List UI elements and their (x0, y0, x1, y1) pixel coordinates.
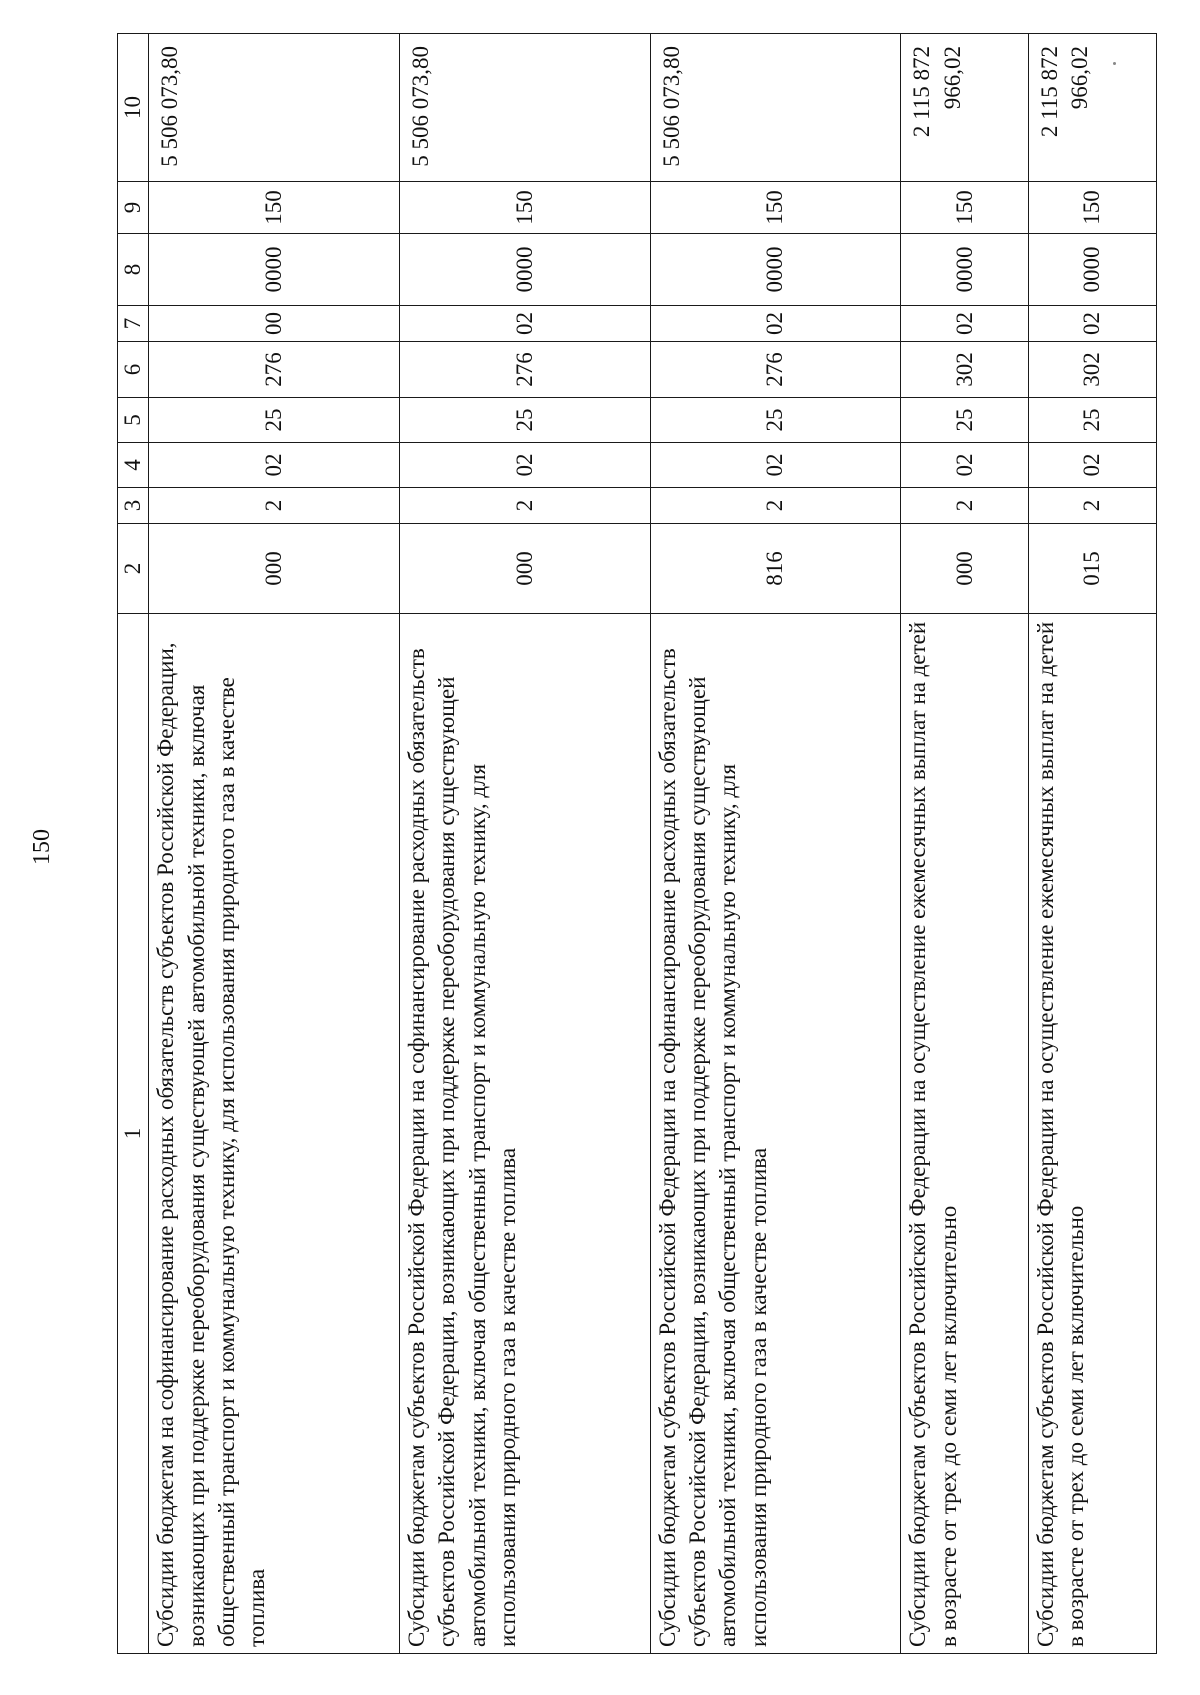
admin-code-cell: 000 (399, 524, 650, 614)
code-cell: 276 (650, 342, 901, 398)
code-cell: 2 (1029, 488, 1157, 524)
code-cell: 0000 (901, 234, 1029, 306)
column-header: 10 (118, 34, 149, 182)
row-description: Субсидии бюджетам субъектов Российской Федерации на софинансирование расходных обязательств субъектов Российской Федерации, возникающих при поддержке переоборудования существующей автомобильной техники, включая общественный транспорт и коммунальную технику, для использования природного газа в качестве топлива (399, 614, 650, 1654)
code-cell: 2 (149, 488, 400, 524)
code-cell: 150 (650, 182, 901, 234)
admin-code-cell: 015 (1029, 524, 1157, 614)
admin-code-cell: 000 (901, 524, 1029, 614)
column-header: 2 (118, 524, 149, 614)
table-row (149, 34, 400, 1654)
column-header: 4 (118, 443, 149, 488)
code-cell: 25 (399, 398, 650, 443)
code-cell: 0000 (149, 234, 400, 306)
code-cell: 02 (1029, 306, 1157, 342)
code-cell: 25 (149, 398, 400, 443)
row-description: Субсидии бюджетам субъектов Российской Федерации на осуществление ежемесячных выплат на детей в возрасте от трех до семи лет включительно (1029, 614, 1157, 1654)
code-cell: 150 (1029, 182, 1157, 234)
amount-cell: 5 506 073,80 (650, 34, 901, 182)
row-description: Субсидии бюджетам на софинансирование расходных обязательств субъектов Российской Федерации, возникающих при поддержке переоборудования существующей автомобильной техники, включая общественный транспорт и коммунальную технику, для использования природного газа в качестве топлива (149, 614, 400, 1654)
table-header-row (118, 34, 149, 1654)
column-header: 8 (118, 234, 149, 306)
code-cell: 02 (901, 306, 1029, 342)
code-cell: 02 (1029, 443, 1157, 488)
budget-revenue-table (117, 33, 1157, 1654)
code-cell: 276 (399, 342, 650, 398)
amount-cell: 5 506 073,80 (149, 34, 400, 182)
row-description: Субсидии бюджетам субъектов Российской Федерации на осуществление ежемесячных выплат на детей в возрасте от трех до семи лет включительно (901, 614, 1029, 1654)
amount-cell: 2 115 872 966,02 (1029, 34, 1157, 182)
code-cell: 02 (901, 443, 1029, 488)
page-number: 150 (29, 829, 55, 865)
code-cell: 2 (399, 488, 650, 524)
code-cell: 0000 (399, 234, 650, 306)
row-description: Субсидии бюджетам субъектов Российской Федерации на софинансирование расходных обязательств субъектов Российской Федерации, возникающих при поддержке переоборудования существующей автомобильной техники, включая общественный транспорт и коммунальную технику, для использования природного газа в качестве топлива (650, 614, 901, 1654)
table-row (1029, 34, 1157, 1654)
admin-code-cell: 816 (650, 524, 901, 614)
amount-cell: 2 115 872 966,02 (901, 34, 1029, 182)
column-header: 6 (118, 342, 149, 398)
code-cell: 25 (1029, 398, 1157, 443)
column-header: 7 (118, 306, 149, 342)
table-row (399, 34, 650, 1654)
code-cell: 150 (399, 182, 650, 234)
code-cell: 150 (149, 182, 400, 234)
code-cell: 02 (650, 306, 901, 342)
code-cell: 02 (399, 443, 650, 488)
code-cell: 25 (650, 398, 901, 443)
amount-cell: 5 506 073,80 (399, 34, 650, 182)
table-row (650, 34, 901, 1654)
code-cell: 25 (901, 398, 1029, 443)
code-cell: 02 (650, 443, 901, 488)
code-cell: 276 (149, 342, 400, 398)
code-cell: 00 (149, 306, 400, 342)
code-cell: 302 (1029, 342, 1157, 398)
rotated-table-container (117, 34, 1157, 1654)
column-header: 9 (118, 182, 149, 234)
admin-code-cell: 000 (149, 524, 400, 614)
code-cell: 150 (901, 182, 1029, 234)
code-cell: 02 (399, 306, 650, 342)
code-cell: 302 (901, 342, 1029, 398)
column-header: 3 (118, 488, 149, 524)
code-cell: 02 (149, 443, 400, 488)
column-header: 5 (118, 398, 149, 443)
code-cell: 2 (901, 488, 1029, 524)
column-header: 1 (118, 614, 149, 1654)
code-cell: 2 (650, 488, 901, 524)
table-row (901, 34, 1029, 1654)
code-cell: 0000 (650, 234, 901, 306)
code-cell: 0000 (1029, 234, 1157, 306)
